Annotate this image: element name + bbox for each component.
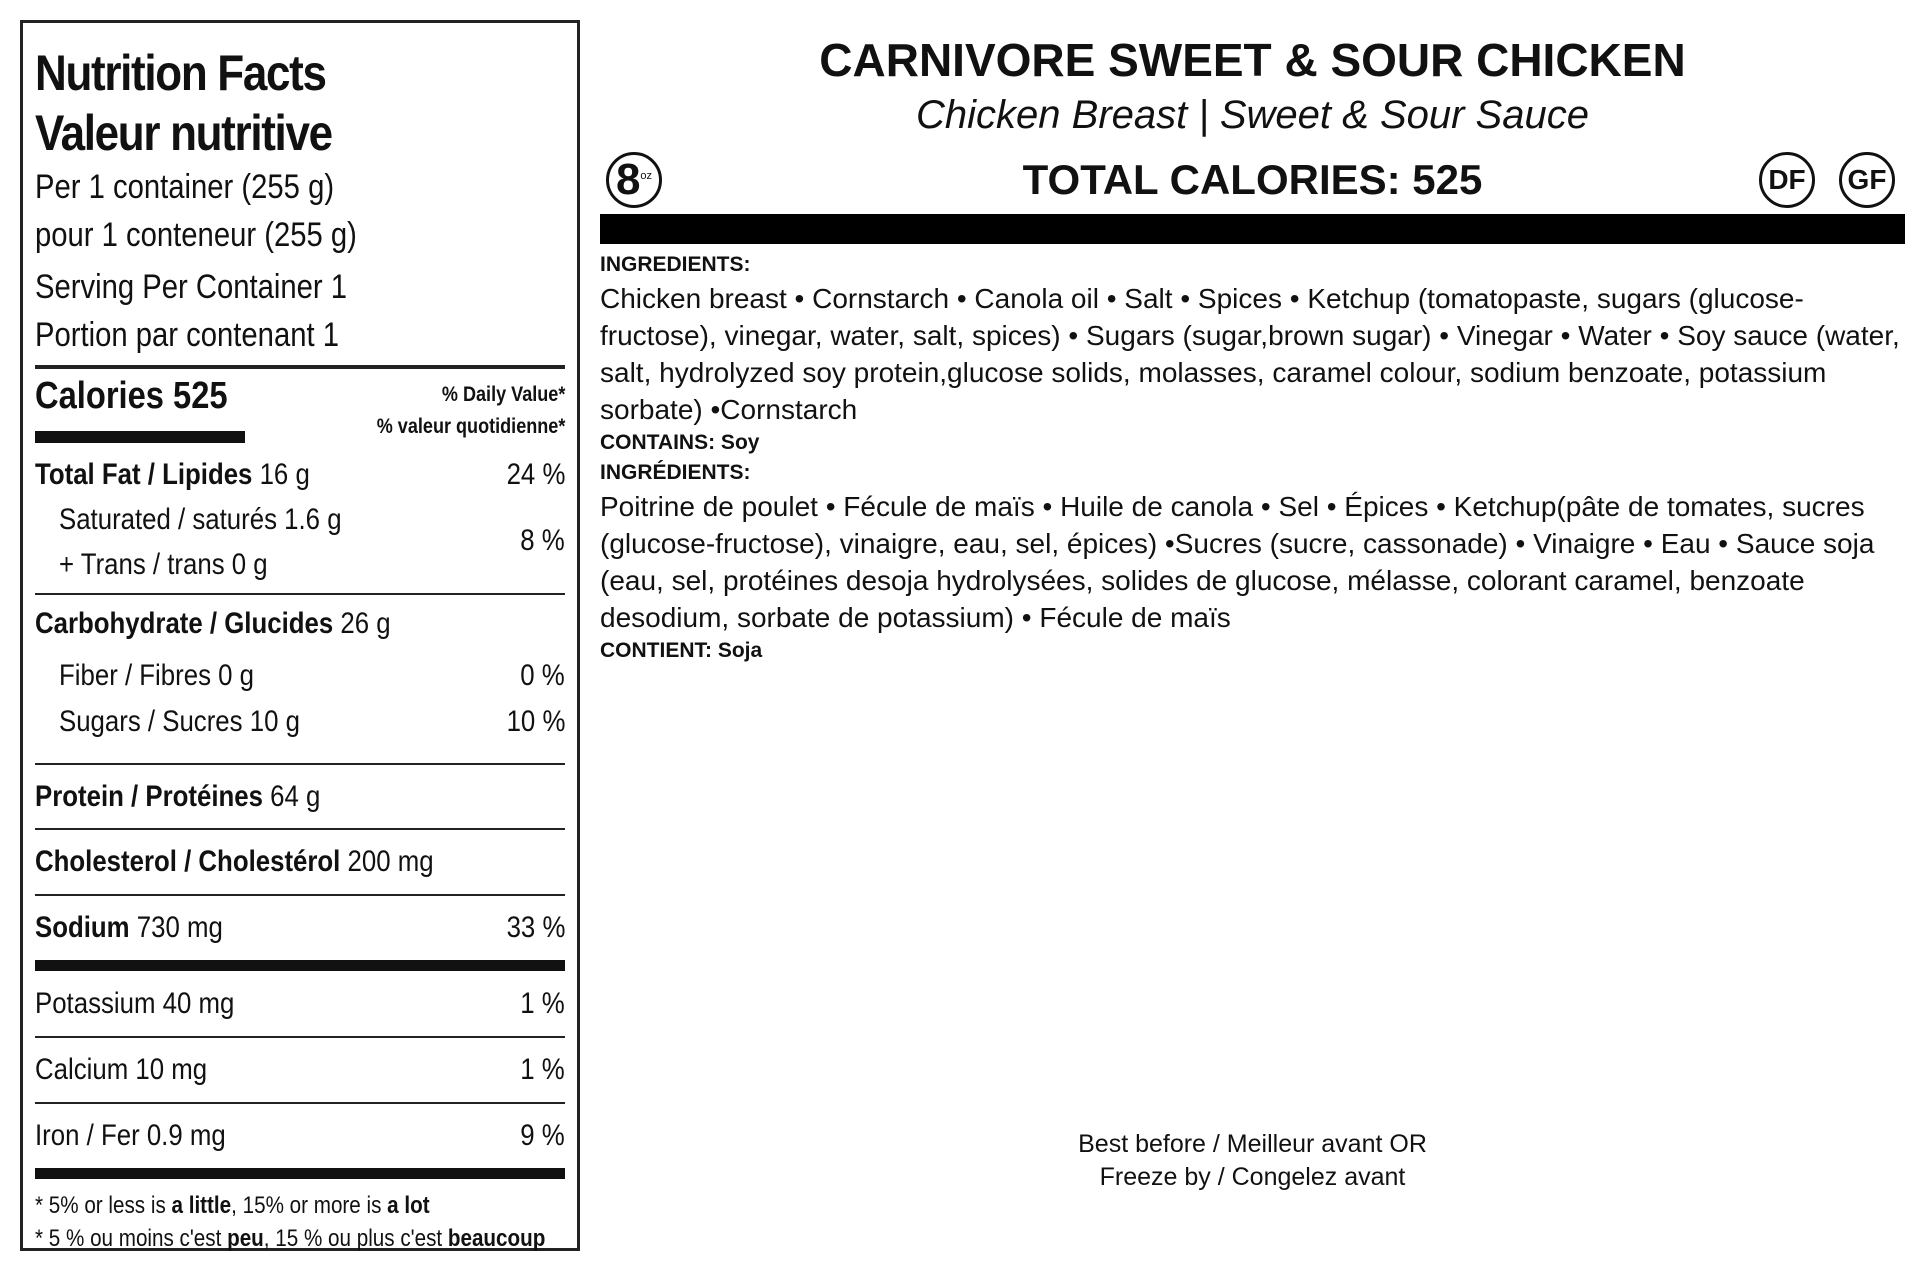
cholesterol-amount: 200 mg — [340, 845, 434, 878]
product-title: CARNIVORE SWEET & SOUR CHICKEN — [819, 34, 1686, 86]
black-divider-bar — [600, 214, 1905, 244]
product-panel — [600, 30, 1905, 1191]
servings-per-container-fr: Portion par contenant 1 — [35, 316, 339, 354]
nutrient-row-saturated — [35, 497, 565, 543]
calories-label: Calories 525 — [35, 375, 228, 417]
nutrient-row-potassium — [35, 971, 565, 1036]
sodium-dv: 33 % — [506, 911, 565, 944]
divider-thick — [35, 960, 565, 971]
nutrition-facts-panel — [20, 20, 580, 1251]
contains-fr: CONTIENT: Soja — [600, 639, 763, 662]
best-before-line-2: Freeze by / Congelez avant — [1099, 1163, 1406, 1191]
divider-thick — [35, 1168, 565, 1179]
nutrient-row-calcium — [35, 1038, 565, 1102]
sat-trans-dv-row — [513, 521, 565, 561]
ingredients-heading-en: INGREDIENTS: — [600, 253, 751, 276]
footnote — [35, 1179, 565, 1255]
serving-size-fr: pour 1 conteneur (255 g) — [35, 216, 357, 254]
total-calories-line — [600, 144, 1905, 216]
ingredients-text-fr: Poitrine de poulet • Fécule de maïs • Huile de canola • Sel • Épices • Ketchup(pâte de tomates, sucres (glucose-fructose), vinaigre, eau, sel, épices) •Sucres (sucre, cassonade) • Vinaigre • Eau • Sauce soja (eau, sel, protéines desoja hydrolysées, solides de glucose, mélasse, colorant caramel, benzoate desodium, sorbate de potassium) • Fécule de maïs — [600, 491, 1875, 633]
fiber-dv: 0 % — [520, 659, 565, 692]
total-calories: TOTAL CALORIES: 525 — [1022, 156, 1483, 203]
sugars-dv: 10 % — [506, 705, 565, 738]
fat-amount: 16 g — [252, 458, 310, 491]
nf-title-fr: Valeur nutritive — [35, 105, 332, 161]
ingredients-text-en: Chicken breast • Cornstarch • Canola oil • Salt • Spices • Ketchup (tomatopaste, sugars (glucose-fructose), vinegar, water, salt, spices) • Sugars (sugar,brown sugar) • Vinegar • Water • Soy sauce (water, salt, hydrolyzed soy protein,glucose solids, molasses, caramel colour, sodium benzoate, potassium sorbate) •Cornstarch — [600, 283, 1900, 425]
fat-block — [35, 453, 565, 593]
fiber-label: Fiber / Fibres 0 g — [59, 659, 255, 692]
cholesterol-label: Cholesterol / Cholestérol — [35, 845, 341, 878]
iron-dv: 9 % — [520, 1119, 565, 1152]
nutrient-row-fiber — [35, 653, 565, 699]
calcium-dv: 1 % — [520, 1053, 565, 1086]
potassium-label: Potassium 40 mg — [35, 986, 235, 1020]
nutrient-row-sodium — [35, 896, 565, 960]
daily-value-header-fr: % valeur quotidienne* — [376, 415, 565, 438]
ingredients-heading-fr: INGRÉDIENTS: — [600, 461, 751, 484]
nutrient-row-carbohydrate — [35, 595, 565, 653]
saturated-label: Saturated / saturés 1.6 g — [59, 503, 342, 536]
sugars-label: Sugars / Sucres 10 g — [59, 705, 300, 738]
footnote-fr: * 5 % ou moins c'est peu, 15 % ou plus c'est beaucoup — [35, 1225, 546, 1252]
protein-amount: 64 g — [262, 779, 321, 813]
best-before — [600, 1128, 1905, 1194]
nutrient-row-protein — [35, 765, 565, 828]
nf-title-en: Nutrition Facts — [35, 45, 326, 101]
dairy-free-badge-icon: DF — [1759, 152, 1815, 208]
calories-bar — [35, 431, 245, 443]
iron-label: Iron / Fer 0.9 mg — [35, 1119, 226, 1152]
potassium-dv: 1 % — [520, 986, 565, 1020]
servings-per-container-en: Serving Per Container 1 — [35, 268, 348, 306]
sodium-amount: 730 mg — [129, 911, 223, 944]
serving-size-en: Per 1 container (255 g) — [35, 168, 335, 206]
daily-value-header — [346, 369, 565, 443]
carb-amount: 26 g — [333, 607, 391, 640]
trans-label: + Trans / trans 0 g — [59, 548, 268, 581]
nutrient-row-cholesterol — [35, 830, 565, 894]
nutrient-row-sugars — [35, 699, 565, 745]
best-before-line-1: Best before / Meilleur avant OR — [1078, 1130, 1427, 1158]
product-subtitle: Chicken Breast | Sweet & Sour Sauce — [916, 93, 1589, 137]
portion-size-badge-icon: 8 $^{oz}$ — [606, 152, 662, 208]
daily-value-header-en: % Daily Value* — [441, 383, 565, 406]
fat-dv: 24 % — [506, 458, 565, 491]
sat-trans-dv: 8 % — [520, 524, 565, 557]
protein-label: Protein / Protéines — [35, 779, 263, 813]
nutrient-row-iron — [35, 1104, 565, 1168]
footnote-en: * 5% or less is a little, 15% or more is a lot — [35, 1192, 430, 1219]
fat-label: Total Fat / Lipides — [35, 458, 253, 491]
sodium-label: Sodium — [35, 911, 130, 944]
ingredients-section — [600, 250, 1905, 666]
nutrient-row-trans — [35, 543, 565, 587]
gluten-free-badge-icon: GF — [1839, 152, 1895, 208]
calories-row — [35, 369, 565, 453]
nutrient-row-fat — [35, 453, 565, 497]
carb-label: Carbohydrate / Glucides — [35, 607, 334, 640]
calcium-label: Calcium 10 mg — [35, 1053, 208, 1086]
contains-en: CONTAINS: Soy — [600, 431, 760, 454]
